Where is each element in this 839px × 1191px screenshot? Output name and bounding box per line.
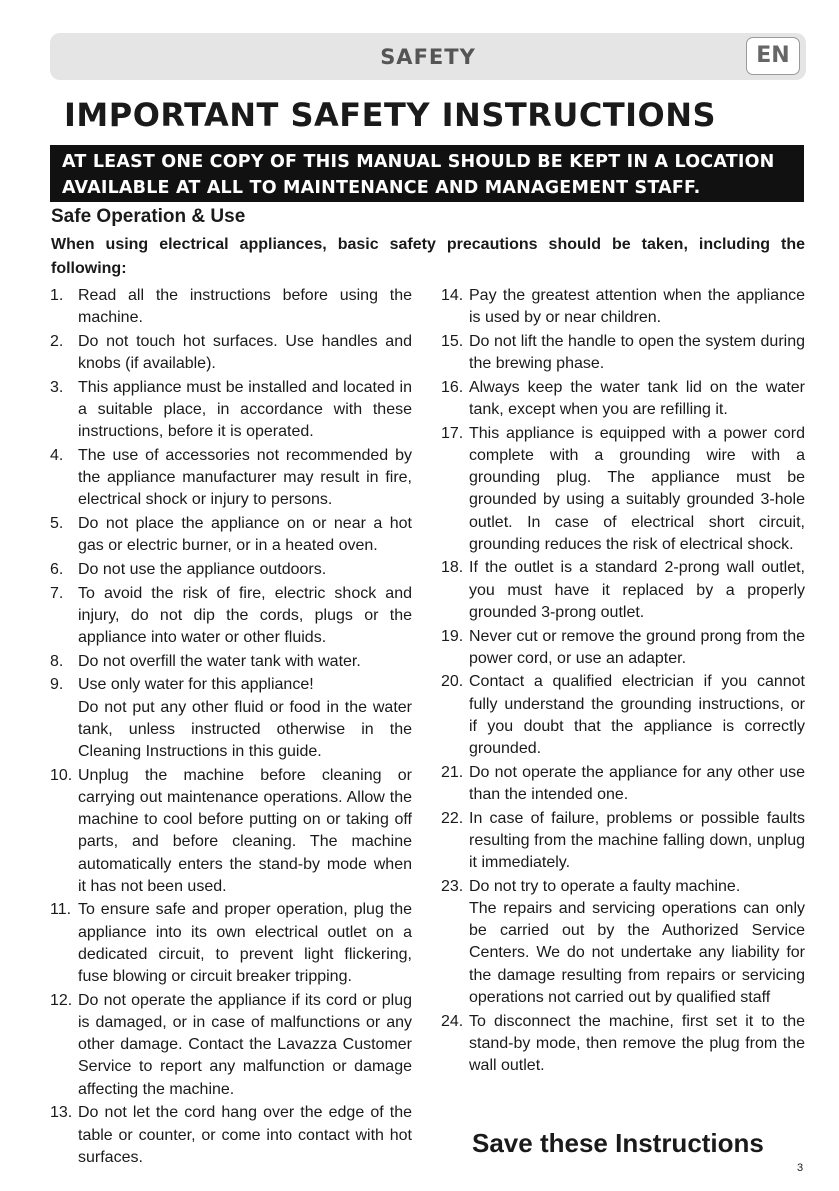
list-item xyxy=(441,423,805,556)
item-text: To disconnect the machine, first set it to the stand-by mode, then remove the plug from the wall outlet. xyxy=(469,1012,805,1074)
item-text: Use only water for this appliance! xyxy=(78,676,314,694)
item-text: The use of accessories not recommended by the appliance manufacturer may result in fire, electrical shock or injury to persons. xyxy=(78,446,412,509)
item-text: Do not overfill the water tank with water. xyxy=(78,652,361,670)
item-number: 9. xyxy=(50,676,64,694)
item-number: 12. xyxy=(50,991,73,1009)
item-text: Do not use the appliance outdoors. xyxy=(78,560,327,578)
list-item xyxy=(441,331,805,375)
item-number: 11. xyxy=(50,901,72,919)
item-text: This appliance must be installed and located in a suitable place, in accordance with these instructions, before it is operated. xyxy=(78,378,412,441)
item-text: Do not let the cord hang over the edge of the table or counter, or come into contact with hot surfaces. xyxy=(78,1104,412,1166)
page-number: 3 xyxy=(797,1162,804,1174)
list-item xyxy=(50,285,412,329)
item-number: 20. xyxy=(441,673,464,691)
item-text: Contact a qualified electrician if you cannot fully understand the grounding instructions, or if you doubt that the appliance is correctly grounded. xyxy=(469,673,805,758)
list-item xyxy=(441,808,805,875)
item-number: 4. xyxy=(50,446,64,464)
notice-banner xyxy=(50,145,804,202)
item-text: Never cut or remove the ground prong from the power cord, or use an adapter. xyxy=(469,627,805,667)
list-item xyxy=(50,765,412,898)
item-text: Do not put any other fluid or food in the water tank, unless instructed otherwise in the Cleaning Instructions in this guide. xyxy=(78,698,412,761)
list-item xyxy=(441,762,805,806)
language-badge: EN xyxy=(746,37,800,75)
item-text: Do not lift the handle to open the system during the brewing phase. xyxy=(469,332,805,373)
item-number: 18. xyxy=(441,559,464,577)
item-number: 6. xyxy=(50,560,64,578)
list-item xyxy=(441,377,805,421)
item-number: 16. xyxy=(441,378,464,396)
list-item xyxy=(50,513,412,557)
list-item xyxy=(50,331,412,375)
notice-line-1: AT LEAST ONE COPY OF THIS MANUAL SHOULD BE KEPT IN A LOCATION xyxy=(62,152,775,172)
list-item xyxy=(50,1102,412,1169)
item-number: 19. xyxy=(441,627,464,645)
item-text: This appliance is equipped with a power cord complete with a grounding wire with a grounding plug. The appliance must be grounded by using a suitably grounded 3-hole outlet. In case of electrical short circuit, grounding reduces the risk of electrical shock. xyxy=(469,424,805,553)
item-text: Read all the instructions before using the machine. xyxy=(78,287,412,327)
list-item xyxy=(50,559,412,581)
section-subheading: Safe Operation & Use xyxy=(51,206,246,227)
item-text: Do not operate the appliance if its cord or plug is damaged, or in case of malfunctions or any other damage. Contact the Lavazza Customer Service to report any malfunction or damage affecting the machine. xyxy=(78,991,412,1098)
item-number: 1. xyxy=(50,287,64,304)
list-item xyxy=(441,876,805,1009)
item-number: 24. xyxy=(441,1012,464,1030)
list-item xyxy=(50,674,412,763)
list-item xyxy=(441,285,805,329)
page-title: IMPORTANT SAFETY INSTRUCTIONS xyxy=(64,96,717,134)
item-text: The repairs and servicing operations can only be carried out by the Authorized Service Centers. We do not undertake any liability for the damage resulting from repairs or servicing operations not carried out by qualified staff xyxy=(469,899,805,1006)
item-number: 15. xyxy=(441,332,464,350)
item-text: Do not try to operate a faulty machine. xyxy=(469,877,741,895)
item-text: Unplug the machine before cleaning or carrying out maintenance operations. Allow the machine to cool before putting on or taking off parts, and before cleaning. The machine automatically enters the stand-by mode when it has not been used. xyxy=(78,766,412,895)
list-item xyxy=(50,583,412,650)
list-item xyxy=(441,671,805,760)
item-number: 21. xyxy=(441,763,464,781)
intro-paragraph: When using electrical appliances, basic safety precautions should be taken, including the following: xyxy=(51,236,805,277)
list-item xyxy=(441,1011,805,1078)
item-number: 5. xyxy=(50,515,64,533)
list-item xyxy=(50,377,412,444)
item-text: Always keep the water tank lid on the water tank, except when you are refilling it. xyxy=(469,378,805,419)
list-item xyxy=(50,651,412,673)
instructions-list-left xyxy=(50,285,412,1170)
notice-line-2: AVAILABLE AT ALL TO MAINTENANCE AND MANAGEMENT STAFF. xyxy=(62,178,701,198)
section-header-bar xyxy=(50,33,806,80)
list-item xyxy=(441,626,805,670)
item-text: Do not place the appliance on or near a hot gas or electric burner, or in a heated oven. xyxy=(78,515,412,555)
list-item xyxy=(441,557,805,624)
section-title: SAFETY xyxy=(380,45,476,69)
item-number: 14. xyxy=(441,287,464,304)
list-item xyxy=(50,445,412,512)
item-number: 10. xyxy=(50,766,73,784)
item-number: 17. xyxy=(441,424,464,442)
list-item xyxy=(50,899,412,988)
list-item xyxy=(50,990,412,1101)
item-text: Pay the greatest attention when the appliance is used by or near children. xyxy=(469,287,805,327)
item-number: 22. xyxy=(441,809,464,827)
item-number: 8. xyxy=(50,652,64,670)
item-text: If the outlet is a standard 2-prong wall outlet, you must have it replaced by a properly grounded 3-prong outlet. xyxy=(469,559,805,621)
item-number: 23. xyxy=(441,877,464,895)
item-text: To ensure safe and proper operation, plug the appliance into its own electrical outlet on a dedicated circuit, to prevent light flickering, fuse blowing or circuit breaker tripping. xyxy=(78,901,412,986)
item-text: In case of failure, problems or possible faults resulting from the machine falling down, unplug it immediately. xyxy=(469,809,805,872)
instructions-list-right xyxy=(441,285,805,1079)
item-text: Do not operate the appliance for any other use than the intended one. xyxy=(469,763,805,803)
item-text: Do not touch hot surfaces. Use handles and knobs (if available). xyxy=(78,332,412,373)
closing-statement: Save these Instructions xyxy=(472,1128,764,1158)
item-number: 3. xyxy=(50,378,64,396)
item-number: 2. xyxy=(50,332,64,350)
item-number: 7. xyxy=(50,584,64,602)
item-number: 13. xyxy=(50,1104,73,1122)
item-text: To avoid the risk of fire, electric shock and injury, do not dip the cords, plugs or the appliance into water or other fluids. xyxy=(78,584,412,647)
